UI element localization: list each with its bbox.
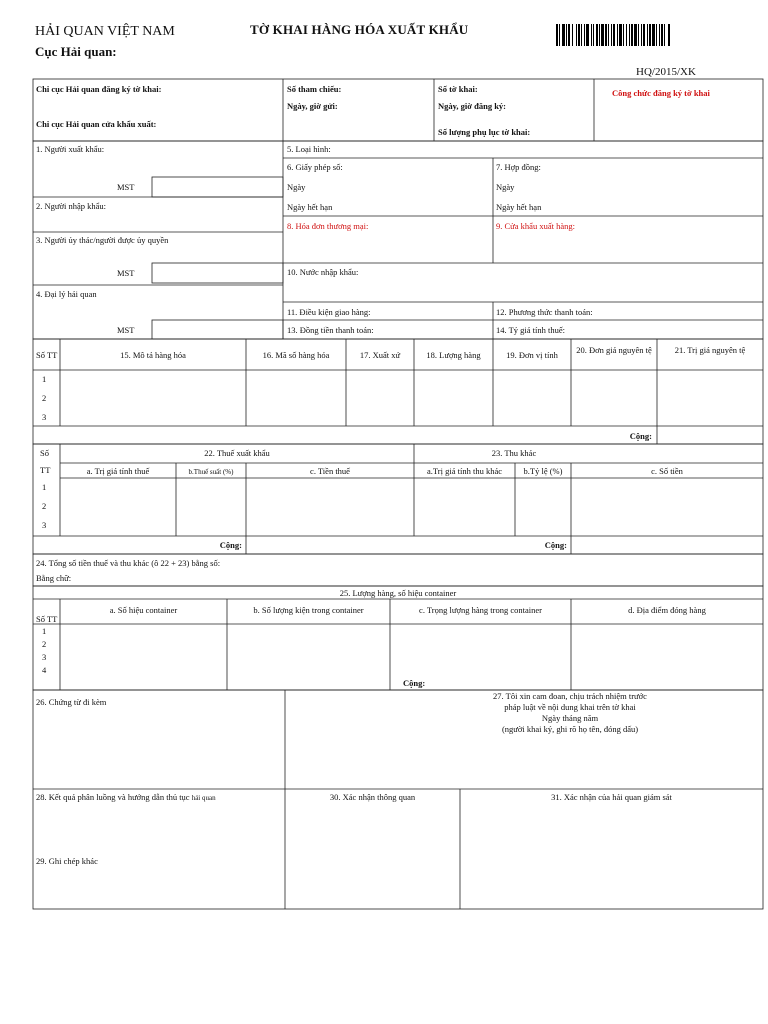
registering-office-label: Chi cục Hải quan đăng ký tờ khai: <box>36 84 162 94</box>
field-13-label: 13. Đồng tiền thanh toán: <box>287 325 374 335</box>
goods-row-number: 3 <box>42 412 47 422</box>
container-col-weight: c. Trọng lượng hàng trong container <box>419 605 542 615</box>
container-total-label: Cộng: <box>403 678 426 688</box>
field-27-line4: (người khai ký, ghi rõ họ tên, đóng dấu) <box>501 724 639 734</box>
field-6-date-label: Ngày <box>287 182 306 192</box>
field-6-label: 6. Giấy phép số: <box>287 162 343 172</box>
other-value-header: a.Trị giá tính thu khác <box>427 466 502 476</box>
agency-name: HẢI QUAN VIỆT NAM <box>35 24 175 39</box>
taxable-value-header: a. Trị giá tính thuế <box>86 466 150 476</box>
agent-mst-label: MST <box>117 325 135 335</box>
exporter-label: 1. Người xuất khẩu: <box>36 144 105 154</box>
other-total-label: Cộng: <box>544 540 567 550</box>
field-28-label: 28. Kết quả phân luồng và hướng dẫn thủ tục hải quan <box>36 792 216 802</box>
field-8-label: 8. Hóa đơn thương mại: <box>287 221 369 231</box>
goods-col-unit-price: 20. Đơn giá nguyên tệ <box>576 345 652 355</box>
appendix-count-label: Số lượng phụ lục tờ khai: <box>438 127 531 137</box>
sent-date-label: Ngày, giờ gửi: <box>287 101 338 111</box>
container-col-stt: Số TT <box>36 614 58 624</box>
goods-row-number: 1 <box>42 374 47 384</box>
tax-row-number: 3 <box>42 520 47 530</box>
other-rate-header: b.Tỷ lệ (%) <box>523 466 563 476</box>
ref-no-label: Số tham chiếu: <box>287 84 342 94</box>
container-row-number: 3 <box>42 652 47 662</box>
exit-office-label: Chi cục Hải quan cửa khẩu xuất: <box>36 119 157 129</box>
field-29-label: 29. Ghi chép khác <box>36 856 98 866</box>
tax-rate-header: b.Thuế suất (%) <box>188 468 234 476</box>
goods-col-description: 15. Mô tả hàng hóa <box>120 350 186 360</box>
container-col-number: a. Số hiệu container <box>109 605 178 615</box>
container-row-number: 1 <box>42 626 47 636</box>
goods-col-unit: 19. Đơn vị tính <box>506 350 558 360</box>
field-11-label: 11. Điều kiện giao hàng: <box>287 307 371 317</box>
goods-col-hs-code: 16. Mã số hàng hóa <box>262 350 330 360</box>
field-7-date-label: Ngày <box>496 182 515 192</box>
officer-label: Công chức đăng ký tờ khai <box>612 88 710 98</box>
tax-amount-header: c. Tiền thuế <box>310 466 350 476</box>
goods-col-value: 21. Trị giá nguyên tệ <box>674 345 746 355</box>
field-5-label: 5. Loại hình: <box>287 144 331 154</box>
field-27-line3: Ngày tháng năm <box>541 713 599 723</box>
sub-agency: Cục Hải quan: <box>35 44 117 59</box>
tax-row-number: 1 <box>42 482 47 492</box>
goods-col-stt: Số TT <box>36 350 58 360</box>
importer-label: 2. Người nhập khẩu: <box>36 201 107 211</box>
field-24-label: 24. Tổng số tiền thuế và thu khác (ô 22 + 23) bằng số: <box>36 558 221 568</box>
container-row-number: 4 <box>42 665 47 675</box>
form-code: HQ/2015/XK <box>636 66 696 78</box>
goods-row-number: 2 <box>42 393 47 403</box>
trustor-label: 3. Người ủy thác/người được ủy quyền <box>36 235 169 245</box>
field-12-label: 12. Phương thức thanh toán: <box>496 307 593 317</box>
field-6-expiry-label: Ngày hết hạn <box>287 202 333 212</box>
declaration-no-label: Số tờ khai: <box>438 84 478 94</box>
field-14-label: 14. Tỷ giá tính thuế: <box>496 325 566 335</box>
export-tax-header: 22. Thuế xuất khẩu <box>204 448 270 458</box>
reg-date-label: Ngày, giờ đăng ký: <box>438 101 506 111</box>
field-7-expiry-label: Ngày hết hạn <box>496 202 542 212</box>
goods-col-quantity: 18. Lượng hàng <box>426 350 481 360</box>
field-26-label: 26. Chứng từ đi kèm <box>36 697 107 707</box>
other-tax-header: 23. Thu khác <box>491 448 537 458</box>
other-amount-header: c. Số tiền <box>651 466 683 476</box>
tax-col-stt-2: TT <box>40 465 51 475</box>
tax-total-label: Cộng: <box>219 540 242 550</box>
goods-total-label: Cộng: <box>629 431 652 441</box>
exporter-mst-label: MST <box>117 182 135 192</box>
field-10-label: 10. Nước nhập khẩu: <box>287 267 359 277</box>
field-24-words-label: Bằng chữ: <box>36 573 72 583</box>
field-7-label: 7. Hợp đồng: <box>496 162 541 172</box>
customs-agent-label: 4. Đại lý hải quan <box>36 289 97 299</box>
field-31-label: 31. Xác nhận của hải quan giám sát <box>551 792 672 802</box>
tax-col-stt-1: Số <box>40 448 49 458</box>
goods-col-origin: 17. Xuất xứ <box>359 350 401 360</box>
field-27-line2: pháp luật về nội dung khai trên tờ khai <box>504 702 636 712</box>
trustor-mst-label: MST <box>117 268 135 278</box>
container-col-place: d. Địa điểm đóng hàng <box>628 605 706 615</box>
field-30-label: 30. Xác nhận thông quan <box>329 792 416 802</box>
container-row-number: 2 <box>42 639 47 649</box>
field-28-small: hải quan <box>191 794 216 802</box>
container-col-packages: b. Số lượng kiện trong container <box>253 605 364 615</box>
form-title: TỜ KHAI HÀNG HÓA XUẤT KHẨU <box>250 22 469 37</box>
tax-row-number: 2 <box>42 501 47 511</box>
container-table-title: 25. Lượng hàng, số hiệu container <box>339 588 457 598</box>
field-9-label: 9. Cửa khẩu xuất hàng: <box>496 221 575 231</box>
field-27-line1: 27. Tôi xin cam đoan, chịu trách nhiệm trước <box>493 691 647 701</box>
